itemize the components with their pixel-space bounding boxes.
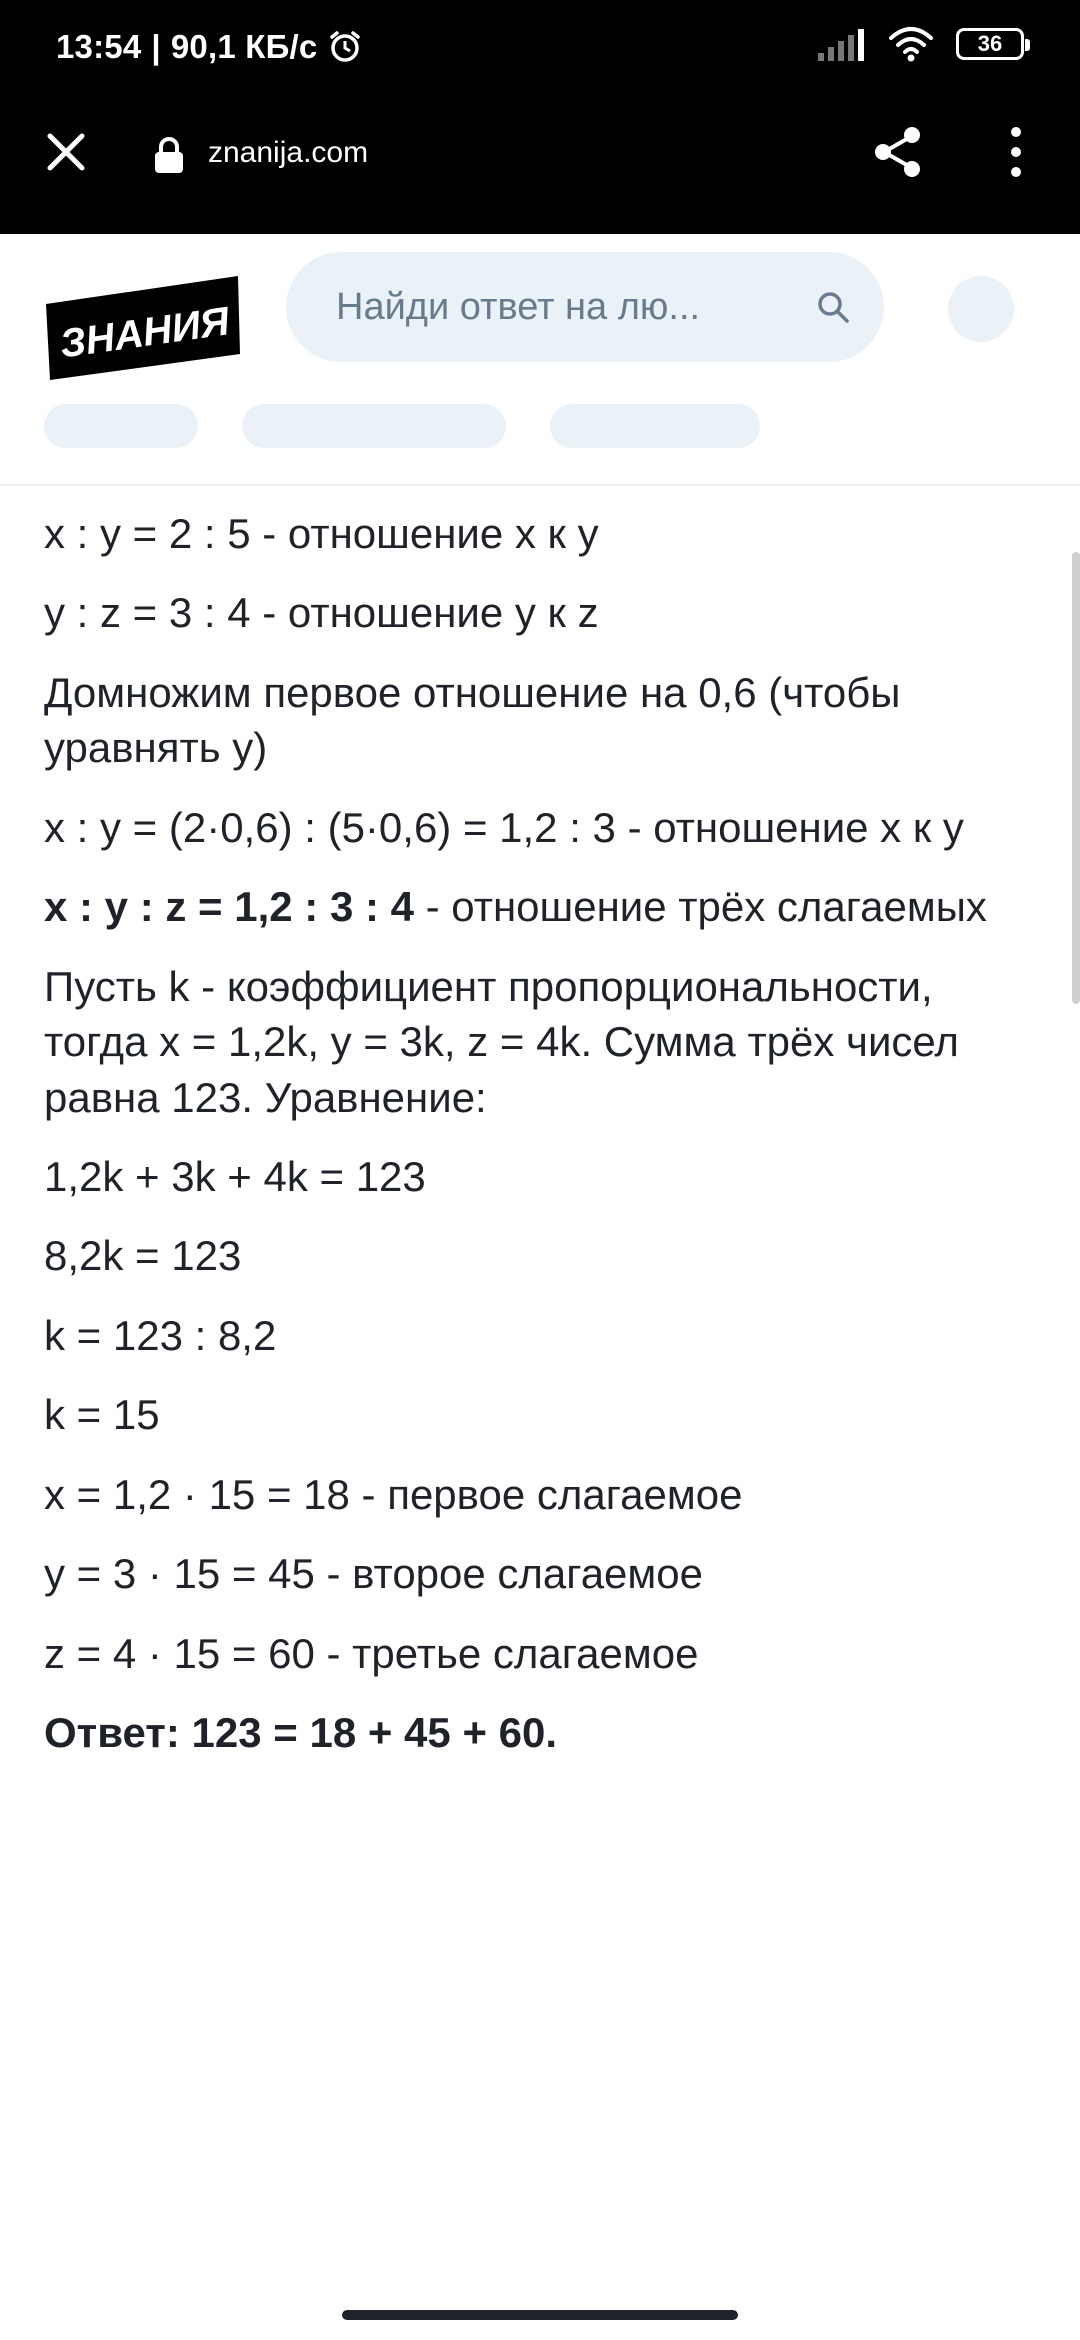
search-input[interactable] (336, 282, 776, 332)
tag-placeholder-2 (242, 404, 506, 448)
status-time: 13:54 (56, 28, 142, 65)
tag-placeholder-3 (550, 404, 760, 448)
site-header (0, 234, 1080, 486)
answer-step-7: z = 4 · 15 = 60 - третье слагаемое (44, 1629, 699, 1677)
gesture-nav-handle[interactable] (342, 2310, 738, 2320)
share-icon[interactable] (866, 120, 930, 184)
signal-icon (818, 27, 866, 61)
browser-toolbar (0, 96, 1080, 234)
status-left: 13:54 | 90,1 КБ/с (56, 28, 363, 66)
answer-triple-ratio (44, 879, 1034, 934)
final-answer-bold: Ответ: 123 = 18 + 45 + 60. (44, 1709, 558, 1756)
logo-text: ЗНАНИЯ (57, 299, 233, 367)
status-bar (0, 0, 1080, 96)
scrollbar[interactable] (1072, 552, 1080, 1004)
answer-step-6: y = 3 · 15 = 45 - второе слагаемое (44, 1550, 703, 1598)
url-text[interactable]: znanija.com (208, 136, 369, 169)
battery-level: 36 (977, 31, 1003, 56)
answer-step-5: x = 1,2 · 15 = 18 - первое слагаемое (44, 1470, 743, 1518)
search-bar[interactable] (286, 252, 884, 362)
answer-line-2: y : z = 3 : 4 - отношение у к z (44, 589, 599, 637)
answer-step-4: k = 15 (44, 1391, 160, 1439)
brand-logo[interactable] (44, 264, 244, 384)
answer-step-1: 1,2k + 3k + 4k = 123 (44, 1152, 426, 1200)
answer-let-k: Пусть k - коэффициент пропорциональности, тогда х = 1,2k, у = 3k, z = 4k. Сумма трёх чисел равна 123. Уравнение: (44, 962, 959, 1121)
network-speed: 90,1 КБ/с (170, 28, 318, 65)
answer-line-1: x : y = 2 : 5 - отношение х к у (44, 510, 599, 557)
battery-icon (956, 28, 1024, 60)
status-right (818, 26, 1024, 62)
answer-line-3: Домножим первое отношение на 0,6 (чтобы уравнять у) (44, 668, 901, 772)
search-icon[interactable] (816, 290, 850, 324)
close-icon[interactable] (40, 126, 92, 178)
answer-step-3: k = 123 : 8,2 (44, 1311, 277, 1359)
alarm-icon (327, 29, 363, 65)
avatar[interactable] (948, 276, 1014, 342)
answer-content (44, 506, 1034, 1784)
more-vert-icon[interactable] (1000, 124, 1032, 180)
triple-ratio-bold: x : y : z = 1,2 : 3 : 4 (44, 883, 414, 931)
answer-final (44, 1705, 1034, 1760)
answer-step-2: 8,2k = 123 (44, 1232, 242, 1280)
tag-placeholder-1 (44, 404, 198, 448)
answer-line-4: x : y = (2·0,6) : (5·0,6) = 1,2 : 3 - отношение х к у (44, 803, 964, 851)
triple-ratio-text: - отношение трёх слагаемых (413, 883, 987, 931)
lock-icon (154, 136, 184, 174)
wifi-icon (888, 26, 934, 62)
